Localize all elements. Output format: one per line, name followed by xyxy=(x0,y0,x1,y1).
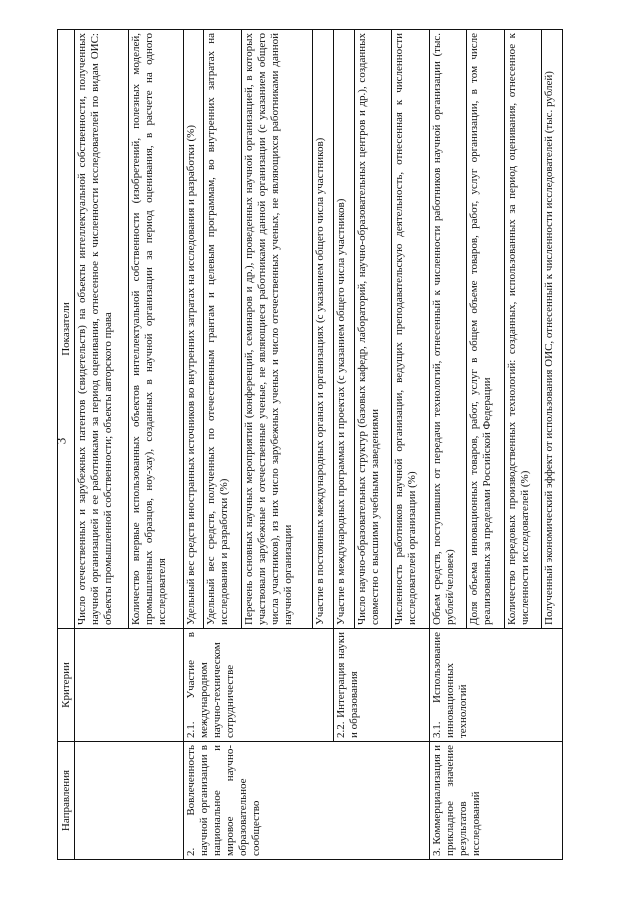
cell-indicator: Объем средств, поступивших от передачи технологий, отнесенный к численности работников научной организации (тыс. рублей/человек) xyxy=(429,30,467,629)
cell-indicator: Удельный вес средств иностранных источников во внутренних затратах на исследования и разработки (%) xyxy=(183,30,204,629)
cell-indicator: Полученный экономический эффект от использования ОИС, отнесенный к численности исследователей (тыс. рублей) xyxy=(542,30,563,629)
cell-indicator: Количество передовых производственных технологий: созданных, использованных за период оценивания, отнесенное к численности исследователей (%) xyxy=(504,30,542,629)
table-row xyxy=(75,30,129,860)
cell-direction-empty xyxy=(75,742,184,860)
cell-criterion: 2.2. Интеграция науки и образования xyxy=(333,629,429,742)
cell-criterion-empty xyxy=(75,629,184,742)
cell-indicator: Участие в постоянных международных органах и организациях (с указанием общего числа участников) xyxy=(313,30,334,629)
cell-direction: 3. Коммерциализация и прикладное значение результатов исследований xyxy=(429,742,562,860)
table-header-row xyxy=(58,30,75,860)
table-row xyxy=(429,30,467,860)
criteria-table xyxy=(57,29,563,860)
cell-indicator: Количество впервые использованных объектов интеллектуальной собственности (изобретений, полезных моделей, промышленных образцов, ноу-хау), созданных в научной организации за период оценивания, в расчете на одного исследователя xyxy=(129,30,183,629)
table-row xyxy=(333,30,354,860)
header-indicators: Показатели xyxy=(58,30,75,629)
cell-indicator: Перечень основных научных мероприятий (конференций, семинаров и др.), проведенных научной организацией, в которых участвовали зарубежные и отечественные ученые, не являющиеся работниками данной организации (с указанием общего числа участников), из них число зарубежных ученых и число отечественных ученых, не являющихся работниками данной научной организации xyxy=(241,30,312,629)
cell-indicator: Число отечественных и зарубежных патентов (свидетельств) на объекты интеллектуальной собственности, полученных научной организацией и ее работниками за период оценивания, отнесенное к численности исследователей по видам ОИС: объекты промышленной собственности; объекты авторского права xyxy=(75,30,129,629)
rotated-table-frame xyxy=(57,30,563,860)
cell-criterion: 2.1. Участие в международном научно-техническом сотрудничестве xyxy=(183,629,333,742)
page-number: 3 xyxy=(53,437,69,445)
header-directions: Направления xyxy=(58,742,75,860)
cell-indicator: Доля объема инновационных товаров, работ, услуг в общем объеме товаров, работ, услуг организации, в том числе реализованных за пределами Российской Федерации xyxy=(467,30,505,629)
cell-criterion: 3.1. Использование инновационных технологий xyxy=(429,629,562,742)
cell-indicator: Численность работников научной организации, ведущих преподавательскую деятельность, отнесенная к численности исследователей организации (%) xyxy=(392,30,430,629)
table-row xyxy=(183,30,204,860)
cell-indicator: Участие в международных программах и проектах (с указанием общего числа участников) xyxy=(333,30,354,629)
header-criteria: Критерии xyxy=(58,629,75,742)
cell-direction: 2. Вовлеченность научной организации в национальное и мировое научно-образовательное сообщество xyxy=(183,742,429,860)
cell-indicator: Удельный вес средств, полученных по отечественным грантам и целевым программам, во внутренних затратах на исследования и разработки (%) xyxy=(204,30,242,629)
cell-indicator: Число научно-образовательных структур (базовых кафедр, лабораторий, научно-образовательных центров и др.), созданных совместно с высшими учебными заведениями xyxy=(354,30,392,629)
